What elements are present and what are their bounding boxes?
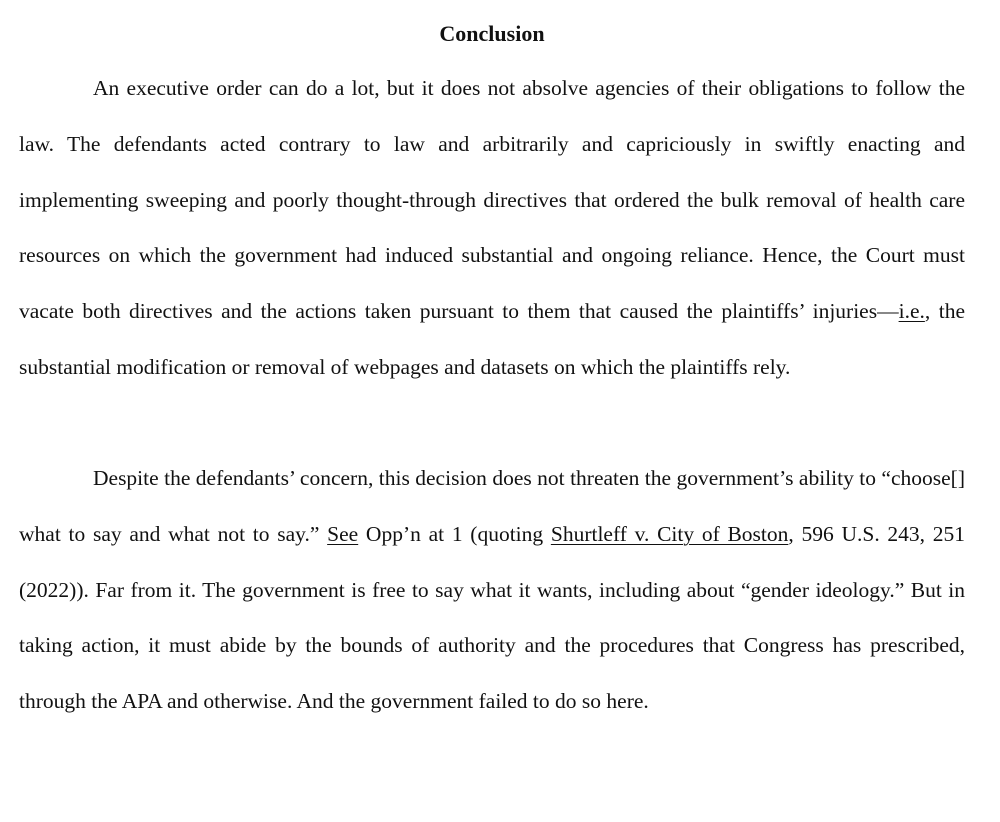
case-citation-name: Shurtleff v. City of Boston <box>550 521 789 546</box>
section-heading: Conclusion <box>439 21 545 46</box>
see-signal: See <box>327 521 359 546</box>
paragraph-1-text-a: An executive order can do a lot, but it does not absolve agencies of their obligations to follow the law. The defendants acted contrary to law and arbitrarily and capriciously in swiftly enacting and implementing sweeping and poorly thought-through directives that ordered the bulk removal of health care resources on which the government had induced substantial and ongoing reliance. Hence, the Court must vacate both directives and the actions taken pursuant to them that caused the plaintiffs’ injuries— <box>19 76 965 324</box>
paragraph-2-text-b: Opp’n at 1 (quoting <box>358 521 551 546</box>
paragraph-2-text-c: , 596 U.S. 243, 251 (2022)). Far from it. The government is free to say what it wants, including about “gender ideology.” But in taking action, it must abide by the bounds of authority and the procedures that Congress has prescribed, through the APA and otherwise. And the government failed to do so here. <box>19 521 966 714</box>
ie-abbreviation: i.e. <box>898 299 925 324</box>
paragraph-1-text-b: , the substantial modification or removal of webpages and datasets on which the plaintiffs rely. <box>19 299 965 379</box>
paragraph-1 <box>19 61 965 396</box>
paragraph-2 <box>19 451 965 730</box>
paragraph-2-text-a: Despite the defendants’ concern, this decision does not threaten the government’s ability to “choose[] what to say and what not to say.” <box>19 466 965 546</box>
